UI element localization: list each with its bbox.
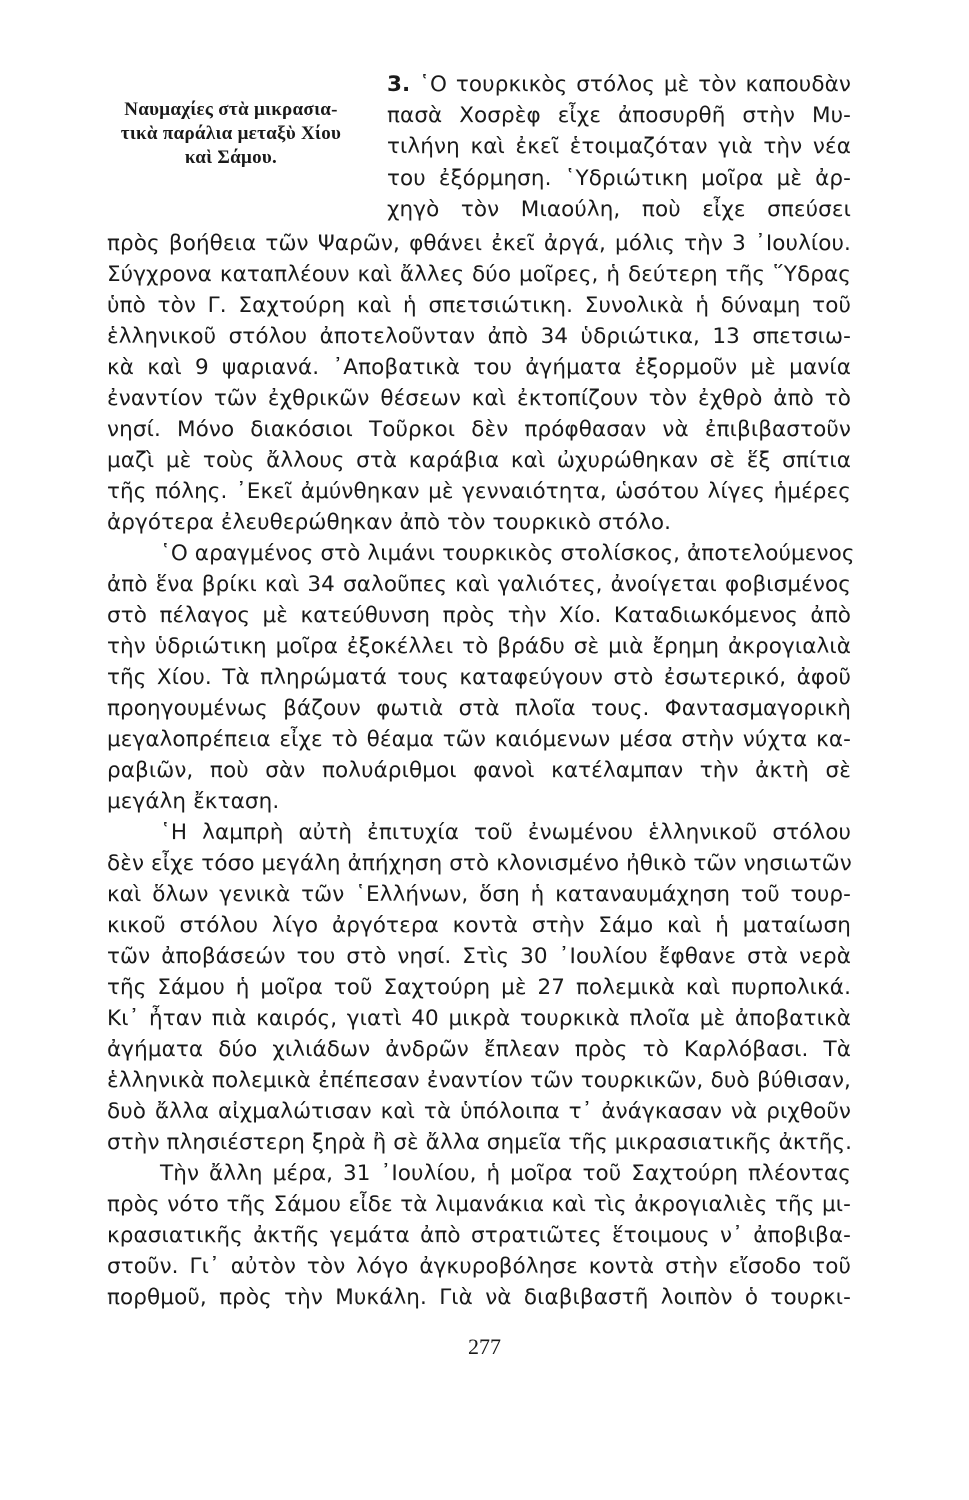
text-line: ἀργότερα ἐλευθερώθηκαν ἀπὸ τὸν τουρκικὸ στόλο. (107, 510, 672, 535)
text-line: τῆς Σάμου ἡ μοῖρα τοῦ Σαχτούρη μὲ 27 πολεμικὰ καὶ πυρπολικά. (107, 975, 851, 1000)
text-line: πασὰ Χοσρὲφ εἶχε ἀποσυρθῆ στὴν Μυ- (387, 103, 851, 128)
text-line: νησί. Μόνο διακόσιοι Τοῦρκοι δὲν πρόφθασαν νὰ ἐπιβιβαστοῦν (107, 417, 851, 442)
text-line: κικοῦ στόλου λίγο ἀργότερα κοντὰ στὴν Σάμο καὶ ἡ ματαίωση (107, 913, 851, 938)
text-line: Κι᾿ ἦταν πιὰ καιρός, γιατὶ 40 μικρὰ τουρκικὰ πλοῖα μὲ ἀποβατικὰ (107, 1006, 851, 1031)
text-line: του ἐξόρμηση. ῾Υδριώτικη μοῖρα μὲ ἀρ- (387, 166, 851, 191)
text-line: προηγουμένως βάζουν φωτιὰ στὰ πλοῖα τους. Φαντασμαγορικὴ (107, 696, 851, 721)
text-line: ῾Ο αραγμένος στὸ λιμάνι τουρκικὸς στολίσκος, ἀποτελούμενος (160, 541, 855, 566)
text-line: πρὸς βοήθεια τῶν Ψαρῶν, φθάνει ἐκεῖ ἀργά, μόλις τὴν 3 ᾿Ιουλίου. (107, 231, 851, 256)
margin-note-line: καὶ Σάμου. (184, 147, 278, 168)
text-line: μαζὶ μὲ τοὺς ἄλλους στὰ καράβια καὶ ὠχυρώθηκαν σὲ ἕξ σπίτια (107, 448, 851, 473)
text-line: χηγὸ τὸν Μιαούλη, ποὺ εἶχε σπεύσει (387, 197, 851, 222)
text-line-content: ῾Ο τουρκικὸς στόλος μὲ τὸν καπουδὰν (419, 72, 851, 97)
section-number: 3. (387, 72, 411, 97)
text-line: τὴν ὑδριώτικη μοῖρα ἐξοκέλλει τὸ βράδυ σὲ μιὰ ἔρημη ἀκρογιαλιὰ (107, 634, 851, 659)
text-line: κρασιατικῆς ἀκτῆς γεμάτα ἀπὸ στρατιῶτες ἕτοιμους ν᾿ ἀποβιβα- (107, 1223, 851, 1248)
text-line: τῆς Χίου. Τὰ πληρώματά τους καταφεύγουν στὸ ἐσωτερικό, ἀφοῦ (107, 665, 851, 690)
text-line: κὰ καὶ 9 ψαριανά. ᾿Αποβατικὰ του ἀγήματα ἐξορμοῦν μὲ μανία (107, 355, 851, 380)
text-line: καὶ ὅλων γενικὰ τῶν ῾Ελλήνων, ὅση ἡ καταναυμάχηση τοῦ τουρ- (107, 882, 851, 907)
margin-note-line: Ναυμαχίες στὰ μικρασια- (124, 99, 338, 120)
text-line: στὴν πλησιέστερη ξηρὰ ἢ σὲ ἄλλα σημεῖα τῆς μικρασιατικῆς ἀκτῆς. (107, 1130, 853, 1155)
margin-note-line: τικὰ παράλια μεταξὺ Χίου (120, 123, 342, 144)
text-line: ραβιῶν, ποὺ σὰν πολυάριθμοι φανοὶ κατέλαμπαν τὴν ἀκτὴ σὲ (107, 758, 851, 783)
text-line: ἀγήματα δύο χιλιάδων ἀνδρῶν ἔπλεαν πρὸς τὸ Καρλόβασι. Τὰ (107, 1037, 851, 1062)
text-line: Σύγχρονα καταπλέουν καὶ ἄλλες δύο μοῖρες, ἡ δεύτερη τῆς ῞Υδρας (107, 262, 851, 287)
text-line: ἑλληνικοῦ στόλου ἀποτελοῦνταν ἀπὸ 34 ὑδριώτικα, 13 σπετσιω- (107, 324, 851, 349)
text-line: στοῦν. Γι᾿ αὐτὸν τὸν λόγο ἀγκυροβόλησε κοντὰ στὴν εἴσοδο τοῦ (107, 1254, 851, 1279)
text-line: πορθμοῦ, πρὸς τὴν Μυκάλη. Γιὰ νὰ διαβιβαστῆ λοιπὸν ὁ τουρκι- (107, 1285, 851, 1310)
text-line: Τὴν ἄλλη μέρα, 31 ᾿Ιουλίου, ἡ μοῖρα τοῦ Σαχτούρη πλέοντας (160, 1161, 851, 1186)
text-line: τῆς πόλης. ᾿Εκεῖ ἀμύνθηκαν μὲ γενναιότητα, ὡσότου λίγες ἡμέρες (107, 479, 851, 504)
text-line: ἀπὸ ἕνα βρίκι καὶ 34 σαλοῦπες καὶ γαλιότες, ἀνοίγεται φοβισμένος (107, 572, 851, 597)
text-line: τῶν ἀποβάσεών του στὸ νησί. Στὶς 30 ᾿Ιουλίου ἔφθανε στὰ νερὰ (107, 944, 851, 969)
text-line: ὑπὸ τὸν Γ. Σαχτούρη καὶ ἡ σπετσιώτικη. Συνολικὰ ἡ δύναμη τοῦ (107, 293, 851, 318)
margin-note (104, 98, 358, 170)
text-line: μεγαλοπρέπεια εἶχε τὸ θέαμα τῶν καιόμενων μέσα στὴν νύχτα κα- (107, 727, 851, 752)
text-line: ἐναντίον τῶν ἐχθρικῶν θέσεων καὶ ἐκτοπίζουν τὸν ἐχθρὸ ἀπὸ τὸ (107, 386, 851, 411)
text-line (387, 72, 851, 97)
text-line: τιλήνη καὶ ἐκεῖ ἑτοιμαζόταν γιὰ τὴν νέα (387, 134, 851, 159)
text-line: δὲν εἶχε τόσο μεγάλη ἀπήχηση στὸ κλονισμένο ἠθικὸ τῶν νησιωτῶν (107, 851, 852, 876)
page-number: 277 (468, 1334, 501, 1359)
text-line: μεγάλη ἔκταση. (107, 789, 280, 814)
text-line: ἑλληνικὰ πολεμικὰ ἐπέπεσαν ἐναντίον τῶν τουρκικῶν, δυὸ βύθισαν, (107, 1068, 851, 1093)
text-line: δυὸ ἄλλα αἰχμαλώτισαν καὶ τὰ ὑπόλοιπα τ᾿ ἀνάγκασαν νὰ ριχθοῦν (107, 1099, 851, 1124)
text-line: στὸ πέλαγος μὲ κατεύθυνση πρὸς τὴν Χίο. Καταδιωκόμενος ἀπὸ (107, 603, 851, 628)
text-line: ῾Η λαμπρὴ αὐτὴ ἐπιτυχία τοῦ ἐνωμένου ἑλληνικοῦ στόλου (160, 820, 851, 845)
text-line: πρὸς νότο τῆς Σάμου εἶδε τὰ λιμανάκια καὶ τὶς ἀκρογιαλιὲς τῆς μι- (107, 1192, 851, 1217)
